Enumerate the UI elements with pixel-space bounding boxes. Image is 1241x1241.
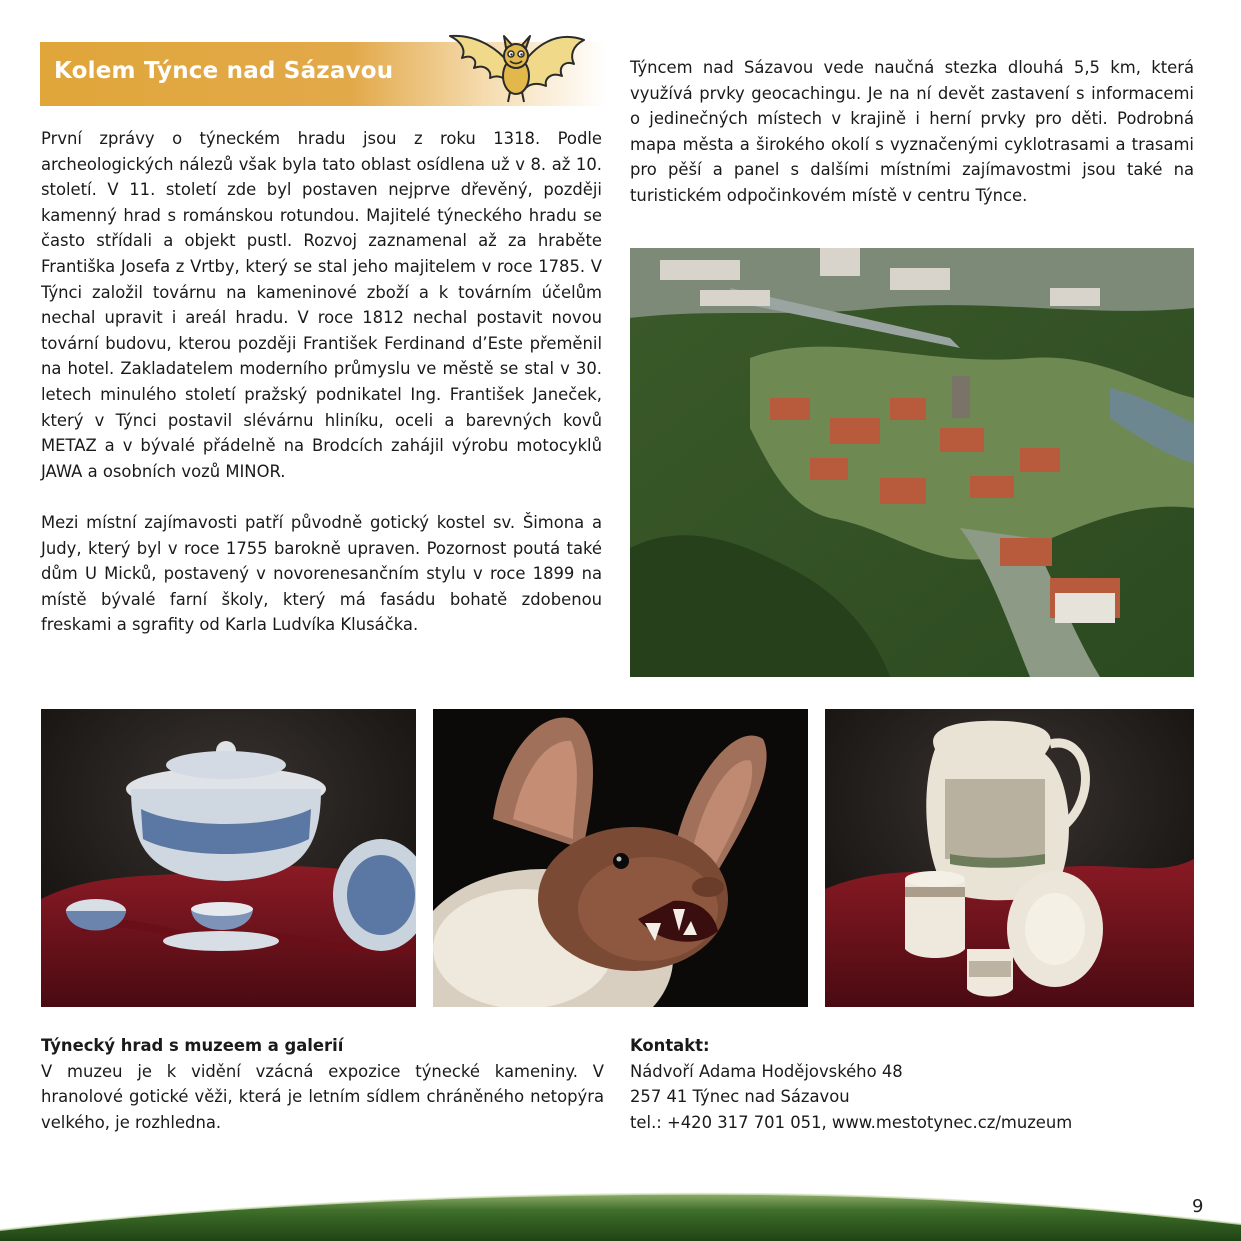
trail-text — [630, 55, 1194, 209]
museum-caption-title: Týnecký hrad s muzeem a galerií — [41, 1036, 344, 1055]
history-text — [41, 126, 602, 638]
museum-caption — [41, 1033, 604, 1135]
trail-paragraph: Týncem nad Sázavou vede naučná stezka dlouhá 5,5 km, která využívá prvky geocachingu. Je na ní devět zastavení s informacemi o jedinečných místech v krajině i herní prvky pro děti. Podrobná mapa města a širokého okolí s vyznačenými cyklotrasami a trasami pro pěší a panel s dalšími místními zajímavostmi jsou také na turistickém odpočinkovém místě v centru Týnce. — [630, 58, 1194, 205]
contact-address-line2: 257 41 Týnec nad Sázavou — [630, 1087, 850, 1107]
contact-phone-web: tel.: +420 317 701 051, www.mestotynec.cz/muzeum — [630, 1112, 1073, 1132]
footer-wave — [0, 1180, 1241, 1241]
contact-title: Kontakt: — [630, 1036, 710, 1055]
history-paragraph-1: První zprávy o týneckém hradu jsou z roku 1318. Podle archeologických nálezů však byla tato oblast osídlena už v 8. až 10. století. V 11. století zde byl postaven nejprve dřevěný, později kamenný hrad s románskou rotundou. Majitelé týneckého hradu se často střídali a objekt pustl. Rozvoj zaznamenal až za hraběte Františka Josefa z Vrtby, který se stal jeho majitelem v roce 1785. V Týnci založil továrnu na kameninové zboží a k továrním účelům nechal upravit i areál hradu. V roce 1812 nechal postavit novou tovární budovu, kterou později František Ferdinand d’Este přeměnil na hotel. Zakladatelem moderního průmyslu ve městě se stal v 30. letech minulého století pražský podnikatel Ing. František Janeček, který v Týnci postavil slévárnu hliníku, oceli a barevných kovů METAZ a v bývalé přádelně na Brodcích zahájil výrobu motocyklů JAWA a osobních vozů MINOR. — [41, 129, 602, 481]
aerial-town-photo — [630, 248, 1194, 677]
page-title: Kolem Týnce nad Sázavou — [54, 58, 394, 84]
ceramic-jug-photo — [825, 709, 1194, 1007]
page-number: 9 — [1192, 1196, 1204, 1217]
contact-address-line1: Nádvoří Adama Hodějovského 48 — [630, 1061, 903, 1081]
museum-caption-text: V muzeu je k vidění vzácná expozice týnecké kameniny. V hranolové gotické věži, která je letním sídlem chráněného netopýra velkého, je rozhledna. — [41, 1061, 604, 1132]
greater-mouse-eared-bat-photo — [433, 709, 808, 1007]
ceramic-tureen-photo — [41, 709, 416, 1007]
contact-block — [630, 1033, 1194, 1135]
bat-icon — [438, 28, 588, 110]
history-paragraph-2: Mezi místní zajímavosti patří původně gotický kostel sv. Šimona a Judy, který byl v roce 1755 barokně upraven. Pozornost poutá také dům U Micků, postavený v novorenesančním stylu v roce 1899 na místě bývalé farní školy, který má fasádu bohatě zdobenou freskami a sgrafity od Karla Ludvíka Klusáčka. — [41, 512, 602, 635]
